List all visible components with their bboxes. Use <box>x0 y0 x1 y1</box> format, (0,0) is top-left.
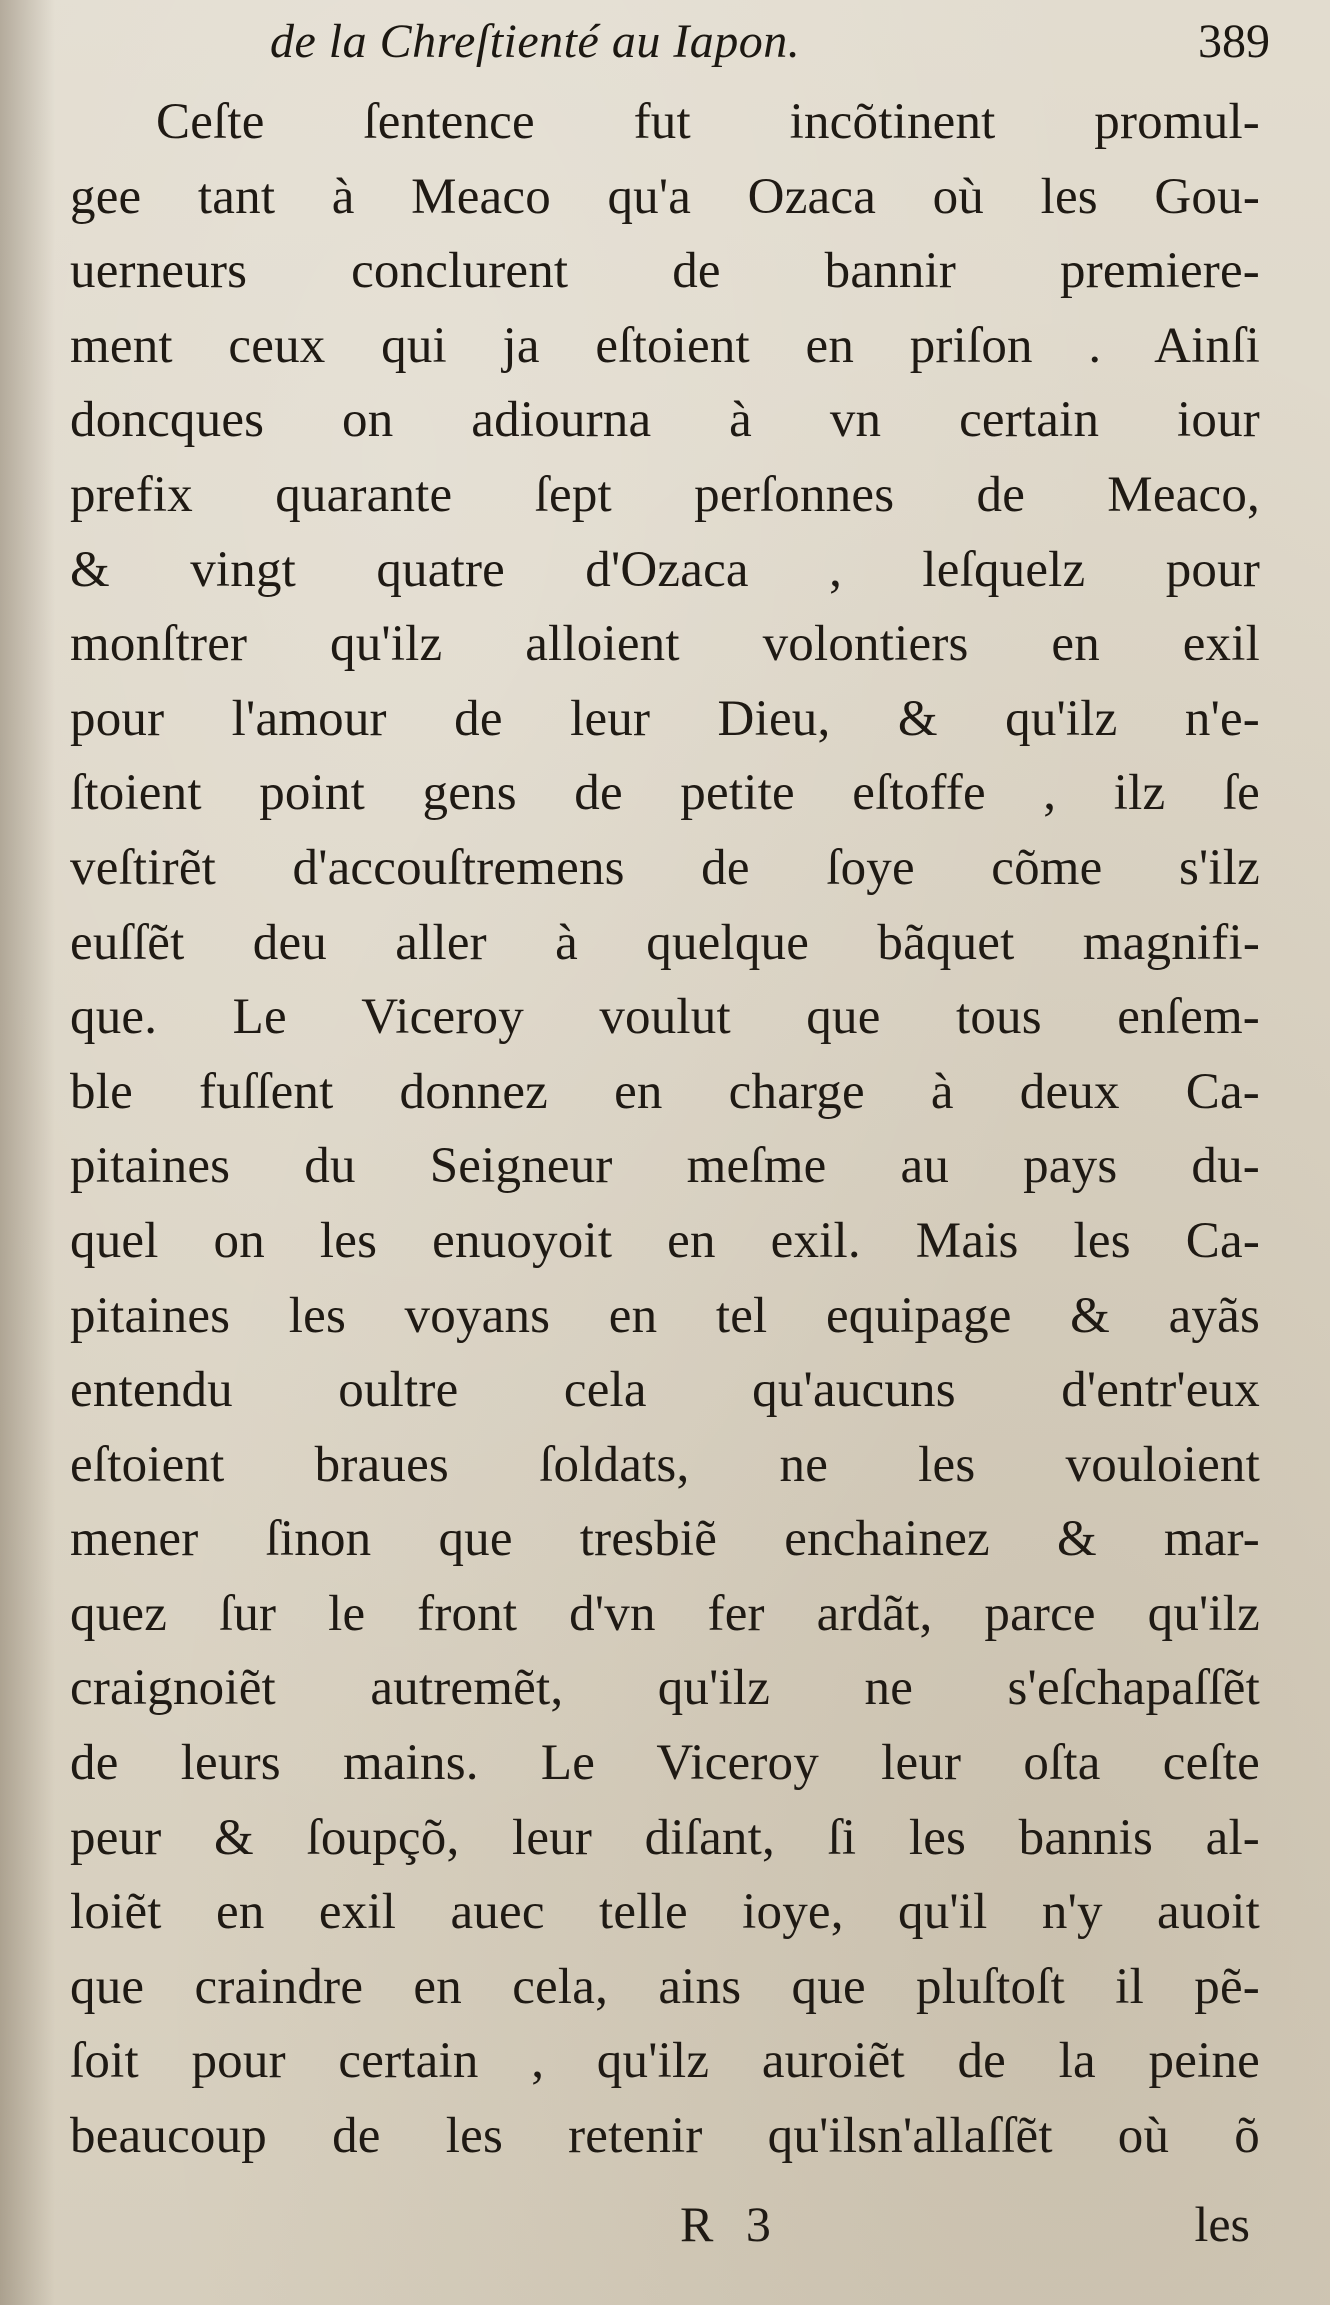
text-line: ſoit pour certain , qu'ilz auroiẽt de la peine <box>70 2033 1260 2090</box>
text-line: ment ceux qui ja eſtoient en priſon . Ainſi <box>70 317 1260 374</box>
text-line: pour l'amour de leur Dieu, & qu'ilz n'e- <box>70 690 1260 747</box>
text-line: que. Le Viceroy voulut que tous enſem- <box>70 989 1260 1046</box>
body-text <box>70 85 1260 2174</box>
text-line: & vingt quatre d'Ozaca , leſquelz pour <box>70 541 1260 598</box>
page-footer <box>60 2195 1270 2265</box>
text-line: pitaines les voyans en tel equipage & ayãs <box>70 1287 1260 1344</box>
text-line: entendu oultre cela qu'aucuns d'entr'eux <box>70 1362 1260 1419</box>
page-header <box>60 14 1270 78</box>
text-line: beaucoup de les retenir qu'ilsn'allaſſẽt où õ <box>70 2108 1260 2165</box>
text-line: quez ſur le front d'vn fer ardãt, parce qu'ilz <box>70 1585 1260 1642</box>
page-number: 389 <box>1198 15 1270 68</box>
text-line: mener ſinon que tresbiẽ enchainez & mar- <box>70 1511 1260 1568</box>
gutter-shadow <box>0 0 55 2305</box>
text-line: ſtoient point gens de petite eſtoffe , ilz ſe <box>70 765 1260 822</box>
text-line: peur & ſoupçõ, leur diſant, ſi les bannis al- <box>70 1809 1260 1866</box>
running-title: de la Chreſtienté au Iapon. <box>270 15 801 68</box>
text-line: eſtoient braues ſoldats, ne les vouloient <box>70 1436 1260 1493</box>
text-line: que craindre en cela, ains que pluſtoſt il pẽ- <box>70 1958 1260 2015</box>
text-line: gee tant à Meaco qu'a Ozaca où les Gou- <box>70 168 1260 225</box>
text-line: doncques on adiourna à vn certain iour <box>70 392 1260 449</box>
text-line: pitaines du Seigneur meſme au pays du- <box>70 1138 1260 1195</box>
text-line: craignoiẽt autremẽt, qu'ilz ne s'eſchapaſſẽt <box>70 1660 1260 1717</box>
text-line: ble fuſſent donnez en charge à deux Ca- <box>70 1063 1260 1120</box>
text-line: loiẽt en exil auec telle ioye, qu'il n'y auoit <box>70 1884 1260 1941</box>
text-line: quel on les enuoyoit en exil. Mais les Ca- <box>70 1212 1260 1269</box>
text-line: veſtirẽt d'accouſtremens de ſoye cõme s'ilz <box>70 839 1260 896</box>
signature-mark: R 3 <box>680 2196 781 2252</box>
text-line: Ceſte ſentence fut incõtinent promul- <box>156 94 1260 150</box>
text-line: monſtrer qu'ilz alloient volontiers en exil <box>70 616 1260 673</box>
text-line: uerneurs conclurent de bannir premiere- <box>70 243 1260 300</box>
text-line: euſſẽt deu aller à quelque bãquet magnifi- <box>70 914 1260 971</box>
text-line: prefix quarante ſept perſonnes de Meaco, <box>70 466 1260 523</box>
catchword: les <box>1194 2196 1250 2252</box>
text-line: de leurs mains. Le Viceroy leur oſta ceſte <box>70 1735 1260 1792</box>
